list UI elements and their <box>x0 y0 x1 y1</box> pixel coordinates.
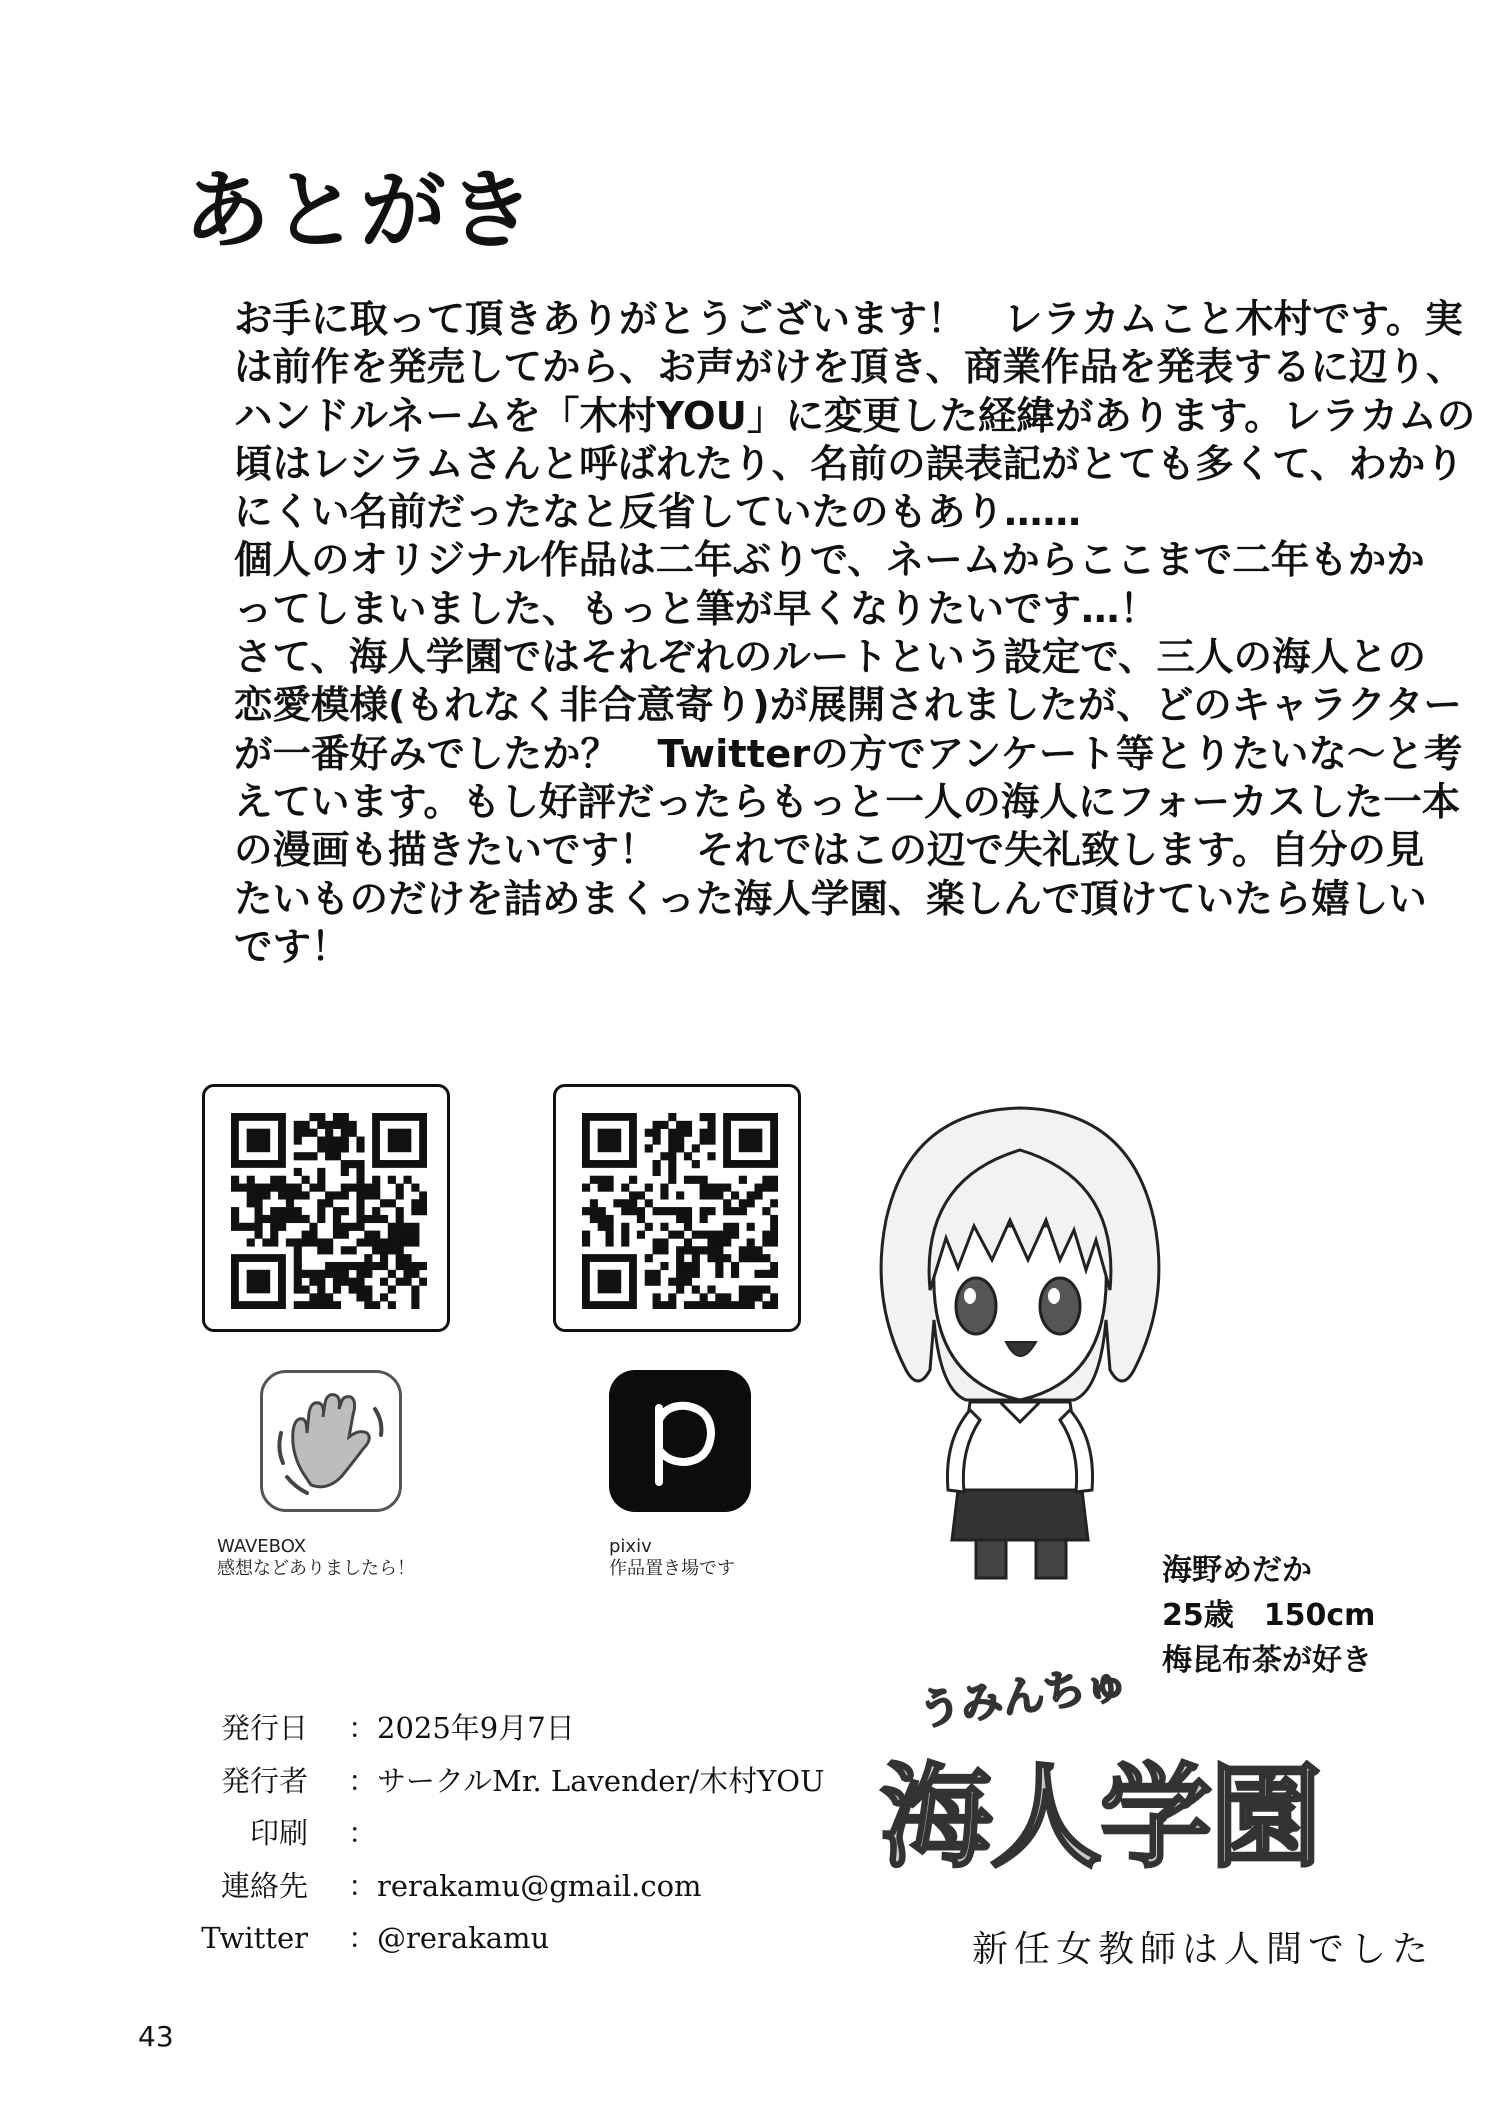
afterword-body <box>234 296 1476 972</box>
colophon-label: Twitter <box>201 1921 308 1955</box>
logo-ruby: うみんちゅ <box>915 1657 1131 1735</box>
pixiv-label: pixiv <box>609 1536 652 1557</box>
character-likes: 梅昆布茶が好き <box>1162 1643 1372 1678</box>
pixiv-description: 作品置き場です <box>609 1558 735 1579</box>
afterword-line: です！ <box>234 924 350 970</box>
afterword-line: が一番好みでしたか？ Twitterの方でアンケート等とりたいな～と考 <box>234 731 1463 777</box>
colophon-row <box>196 1702 824 1755</box>
afterword-line: にくい名前だったなと反省していたのもあり…… <box>234 490 1082 536</box>
qr-code-pattern <box>231 1113 427 1309</box>
colophon-twitter-handle[interactable]: ：@rerakamu <box>348 1921 550 1955</box>
colophon-value: ： <box>348 1816 378 1850</box>
colophon-value: ：サークルMr. Lavender/木村YOU <box>348 1763 825 1798</box>
logo-subtitle: 新任女教師は人間でした <box>972 1929 1435 1970</box>
afterword-line: 恋愛模様(もれなく非合意寄り)が展開されましたが、どのキャラクター <box>234 683 1462 729</box>
afterword-line: 個人のオリジナル作品は二年ぶりで、ネームからここまで二年もかか <box>234 538 1425 584</box>
pixiv-p-icon <box>609 1370 751 1512</box>
wavebox-description: 感想などありましたら！ <box>217 1558 415 1579</box>
wavebox-caption <box>217 1536 415 1580</box>
colophon-label: 印刷 <box>249 1816 308 1850</box>
colophon-row <box>196 1912 824 1965</box>
page-number: 43 <box>138 2020 174 2053</box>
afterword-line: の漫画も描きたいです！ それではこの辺で失礼致します。自分の見 <box>234 828 1425 874</box>
colophon-label: 連絡先 <box>220 1868 308 1903</box>
colophon-row <box>196 1807 824 1860</box>
character-name: 海野めだか <box>1162 1553 1312 1588</box>
colophon-value: ：2025年9月7日 <box>348 1711 575 1745</box>
page-heading: あとがき <box>184 161 536 261</box>
colophon-label: 発行日 <box>220 1711 308 1745</box>
afterword-line: えています。もし好評だったらもっと一人の海人にフォーカスした一本 <box>234 779 1461 825</box>
afterword-line: 頃はレシラムさんと呼ばれたり、名前の誤表記がとても多くて、わかり <box>234 441 1464 487</box>
character-illustration <box>860 1070 1180 1590</box>
colophon-email[interactable]: ：rerakamu@gmail.com <box>348 1868 702 1903</box>
pixiv-qr-code[interactable] <box>553 1084 801 1332</box>
pixiv-caption <box>609 1536 735 1580</box>
colophon <box>196 1702 824 1965</box>
colophon-label: 発行者 <box>220 1763 308 1798</box>
colophon-row <box>196 1755 824 1808</box>
colophon-row <box>196 1860 824 1913</box>
qr-code-pattern <box>582 1113 778 1309</box>
afterword-line: ハンドルネームを「木村YOU」に変更した経緯があります。レラカムの <box>234 393 1476 439</box>
wavebox-label: WAVEBOX <box>217 1536 307 1557</box>
afterword-line: は前作を発売してから、お声がけを頂き、商業作品を発表するに辺り、 <box>234 345 1465 391</box>
character-age-height: 25歳 150cm <box>1162 1598 1376 1633</box>
logo-title: 海人学園 <box>880 1753 1320 1883</box>
wavebox-icon[interactable] <box>260 1370 402 1512</box>
afterword-line: ってしまいました、もっと筆が早くなりたいです…！ <box>234 586 1159 632</box>
wavebox-qr-code[interactable] <box>202 1084 450 1332</box>
afterword-line: たいものだけを詰めまくった海人学園、楽しんで頂けていたら嬉しい <box>234 876 1427 922</box>
afterword-line: さて、海人学園ではそれぞれのルートという設定で、三人の海人との <box>234 635 1426 681</box>
character-profile <box>1162 1548 1375 1683</box>
afterword-line: お手に取って頂きありがとうございます！ レラカムこと木村です。実 <box>234 297 1463 342</box>
pixiv-icon[interactable] <box>609 1370 751 1512</box>
clapping-hand-icon <box>263 1373 399 1509</box>
